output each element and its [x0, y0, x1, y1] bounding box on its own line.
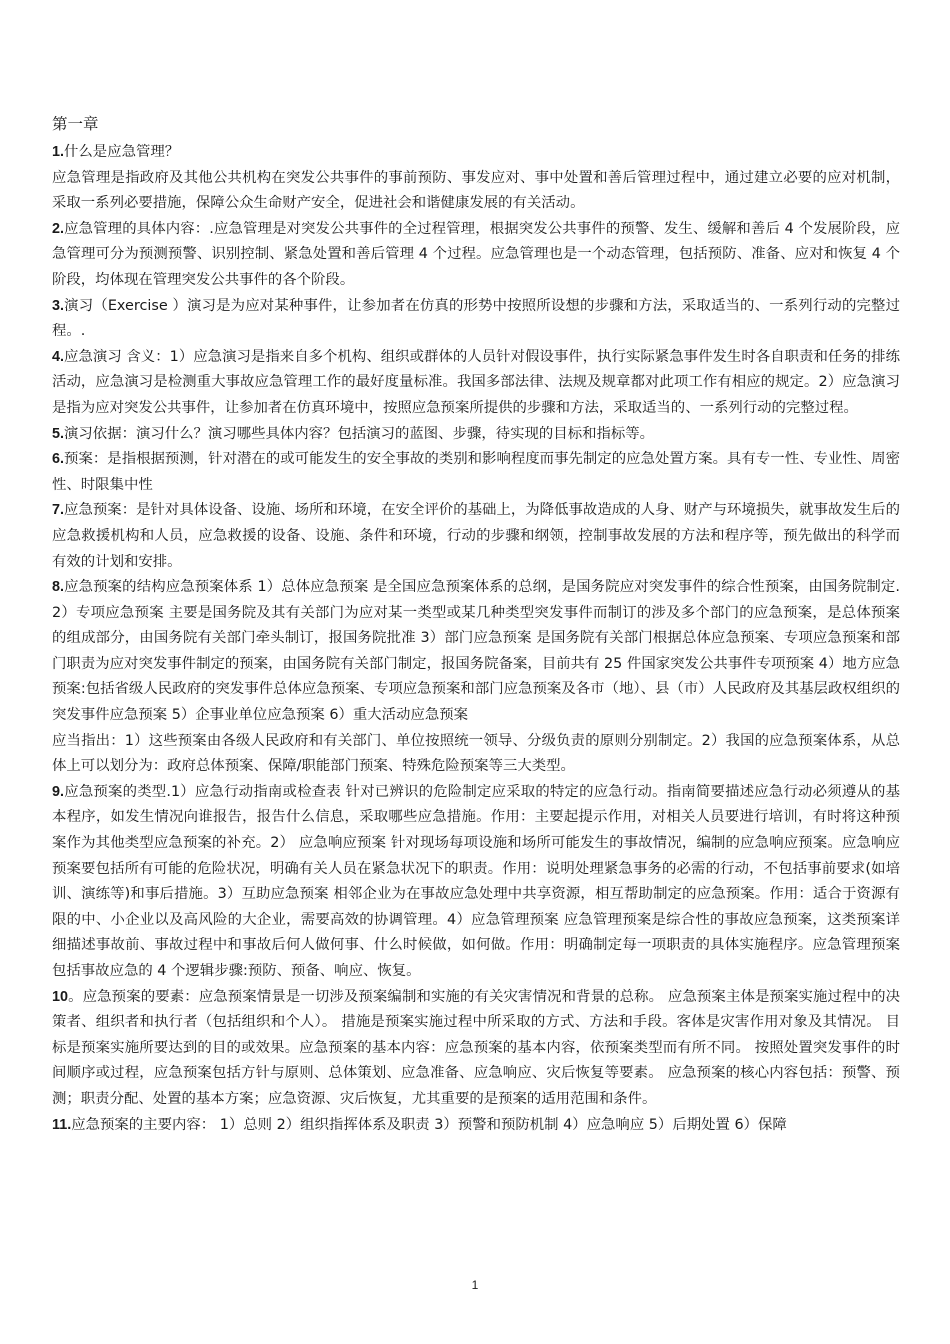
paragraph-4: [52, 345, 900, 422]
paragraph-text: 应急预案的结构应急预案体系 1）总体应急预案 是全国应急预案体系的总纲，是国务院应对突发事件的综合性预案，由国务院制定. 2）专项应急预案 主要是国务院及其有关部门为应对某一类型或某几种类型突发事件而制订的涉及多个部门的应急预案，是总体预案的组成部分，由国务院有关部门牵头制订，报国务院批准 3）部门应急预案 是国务院有关部门根据总体应急预案、专项应急预案和部门职责为应对突发事件制定的预案，由国务院有关部门制定，报国务院备案，目前共有 25 件国家突发公共事件专项预案 4）地方应急预案:包括省级人民政府的突发事件总体应急预案、专项应急预案和部门应急预案及各市（地）、县（市）人民政府及其基层政权组织的突发事件应急预案 5）企事业单位应急预案 6）重大活动应急预案: [52, 579, 900, 724]
paragraph-text: 应急管理的具体内容：.应急管理是对突发公共事件的全过程管理，根据突发公共事件的预警、发生、缓解和善后 4 个发展阶段，应急管理可分为预测预警、识别控制、紧急处置和善后管理 4 个过程。应急管理也是一个动态管理，包括预防、准备、应对和恢复 4 个阶段，均体现在管理突发公共事件的各个阶段。: [52, 220, 900, 288]
paragraph-text: 演习依据：演习什么？演习哪些具体内容？包括演习的蓝图、步骤，待实现的目标和指标等。: [64, 425, 655, 442]
paragraph-text: 预案：是指根据预测，针对潜在的或可能发生的安全事故的类别和影响程度而事先制定的应急处置方案。具有专一性、专业性、周密性、时限集中性: [52, 451, 900, 493]
paragraph-2: [52, 217, 900, 294]
paragraph-1: [52, 140, 900, 166]
paragraph-text: 演习（Exercise ）演习是为应对某种事件，让参加者在仿真的形势中按照所设想的步骤和方法，采取适当的、一系列行动的完整过程。.: [52, 297, 900, 340]
item-number: 11.: [52, 1116, 72, 1133]
paragraph-6: [52, 447, 900, 498]
item-number: 9.: [52, 783, 65, 800]
paragraph-text: 应急演习 含义：1）应急演习是指来自多个机构、组织或群体的人员针对假设事件，执行实际紧急事件发生时各自职责和任务的排练活动，应急演习是检测重大事故应急管理工作的最好度量标准。我国多部法律、法规及规章都对此项工作有相应的规定。2）应急演习是指为应对突发公共事件，让参加者在仿真环境中，按照应急预案所提供的步骤和方法，采取适当的、一系列行动的完整过程。: [52, 348, 900, 416]
item-number: 10: [52, 988, 69, 1005]
paragraph-text: 应急预案的主要内容： 1）总则 2）组织指挥体系及职责 3）预警和预防机制 4）应急响应 5）后期处置 6）保障: [71, 1116, 787, 1133]
item-number: 2.: [52, 220, 65, 237]
paragraph-9: [52, 780, 900, 985]
paragraph-text: 什么是应急管理？: [64, 144, 180, 160]
document-page: [52, 112, 900, 1138]
paragraph-10: [52, 985, 900, 1113]
item-number: 1.: [52, 144, 65, 160]
page-number: 1: [471, 1278, 479, 1292]
paragraph-8-note: [52, 729, 900, 780]
paragraph-8: [52, 575, 900, 729]
paragraph-text: 应急预案的类型.1）应急行动指南或检查表 针对已辨识的危险制定应采取的特定的应急行动。指南简要描述应急行动必须遵从的基本程序，如发生情况向谁报告，报告什么信息，采取哪些应急措施。作用：主要起提示作用，对相关人员要进行培训，有时将这种预案作为其他类型应急预案的补充。2） 应急响应预案 针对现场每项设施和场所可能发生的事故情况，编制的应急响应预案。应急响应预案要包括所有可能的危险状况，明确有关人员在紧急状况下的职责。作用：说明处理紧急事务的必需的行动，不包括事前要求(如培训、演练等)和事后措施。3）互助应急预案 相邻企业为在事故应急处理中共享资源，相互帮助制定的应急预案。作用：适合于资源有限的中、小企业以及高风险的大企业，需要高效的协调管理。4）应急管理预案 应急管理预案是综合性的事故应急预案，这类预案详细描述事故前、事故过程中和事故后何人做何事、什么时候做，如何做。作用：明确制定每一项职责的具体实施程序。应急管理预案包括事故应急的 4 个逻辑步骤:预防、预备、响应、恢复。: [52, 783, 900, 979]
paragraph-text: 应当指出：1）这些预案由各级人民政府和有关部门、单位按照统一领导、分级负责的原则分别制定。2）我国的应急预案体系，从总体上可以划分为：政府总体预案、保障/职能部门预案、特殊危险预案等三大类型。: [52, 732, 900, 775]
paragraph-3: [52, 294, 900, 345]
chapter-title: 第一章: [52, 115, 99, 133]
item-number: 5.: [52, 425, 65, 442]
paragraph-1-body: [52, 166, 900, 217]
paragraph-text: 。应急预案的要素：应急预案情景是一切涉及预案编制和实施的有关灾害情况和背景的总称。 应急预案主体是预案实施过程中的决策者、组织者和执行者（包括组织和个人）。 措施是预案实施过程中所采取的方式、方法和手段。客体是灾害作用对象及其情况。 目标是预案实施所要达到的目的或效果。应急预案的基本内容：应急预案的基本内容，依预案类型而有所不同。 按照处置突发事件的时间顺序或过程，应急预案包括方针与原则、总体策划、应急准备、应急响应、灾后恢复等要素。 应急预案的核心内容包括：预警、预测；职责分配、处置的基本方案；应急资源、灾后恢复，尤其重要的是预案的适用范围和条件。: [52, 988, 900, 1107]
item-number: 4.: [52, 348, 65, 365]
paragraph-11: [52, 1113, 900, 1139]
item-number: 6.: [52, 451, 65, 468]
paragraph-5: [52, 422, 900, 448]
item-number: 7.: [52, 502, 65, 519]
paragraph-7: [52, 498, 900, 575]
paragraph-text: 应急管理是指政府及其他公共机构在突发公共事件的事前预防、事发应对、事中处置和善后管理过程中，通过建立必要的应对机制，采取一系列必要措施，保障公众生命财产安全，促进社会和谐健康发展的有关活动。: [52, 169, 900, 212]
paragraph-text: 应急预案：是针对具体设备、设施、场所和环境，在安全评价的基础上，为降低事故造成的人身、财产与环境损失，就事故发生后的应急救援机构和人员，应急救援的设备、设施、条件和环境，行动的步骤和纲领，控制事故发展的方法和程序等，预先做出的科学而有效的计划和安排。: [52, 502, 900, 570]
item-number: 3.: [52, 297, 65, 314]
item-number: 8.: [52, 579, 65, 596]
